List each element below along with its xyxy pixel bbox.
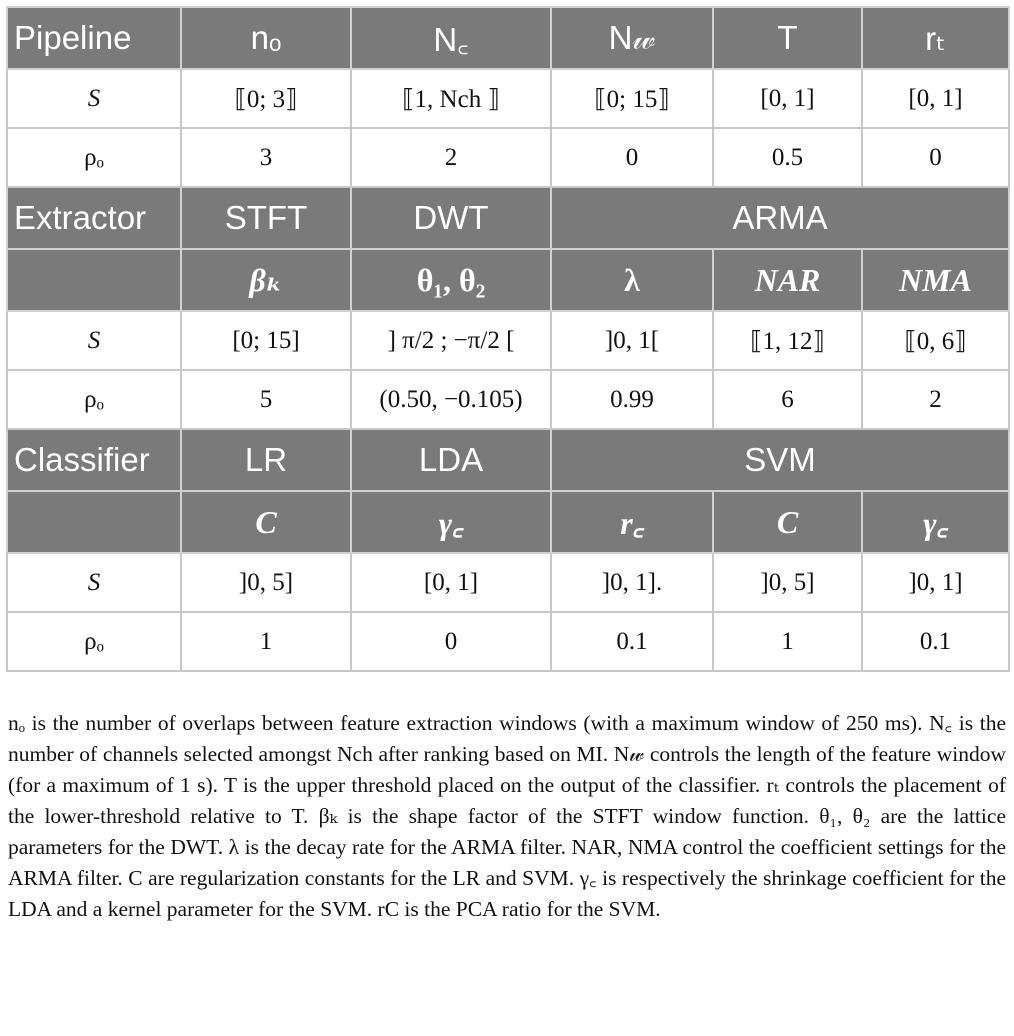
- table-cell: 5: [181, 370, 351, 429]
- table-row: [7, 69, 1009, 128]
- table-cell: 0.5: [713, 128, 862, 187]
- extractor-section-label: Extractor: [7, 187, 181, 249]
- table-cell: [0, 1]: [351, 553, 551, 612]
- table-cell: (0.50, −0.105): [351, 370, 551, 429]
- table-cell: ⟦1, Nch ⟧: [351, 69, 551, 128]
- row-label-rho: ρₒ: [7, 612, 181, 671]
- classifier-section-label: Classifier: [7, 429, 181, 491]
- table-cell: 1: [713, 612, 862, 671]
- row-label-s: S: [7, 69, 181, 128]
- table-cell: 0: [351, 612, 551, 671]
- table-cell: 3: [181, 128, 351, 187]
- row-label-rho: ρₒ: [7, 128, 181, 187]
- row-label-rho: ρₒ: [7, 370, 181, 429]
- table-cell: ⟦0, 6⟧: [862, 311, 1009, 370]
- param-rc: r꜀: [551, 491, 713, 553]
- param-theta: θ₁, θ₂: [351, 249, 551, 311]
- table-cell: ]0, 1]: [862, 553, 1009, 612]
- pipeline-section-label: Pipeline: [7, 7, 181, 69]
- table-cell: [0, 1]: [713, 69, 862, 128]
- header-stft: STFT: [181, 187, 351, 249]
- header-arma: ARMA: [551, 187, 1009, 249]
- header-svm: SVM: [551, 429, 1009, 491]
- classifier-param-row: [7, 491, 1009, 553]
- table-cell: ]0, 5]: [713, 553, 862, 612]
- table-cell: 2: [351, 128, 551, 187]
- empty-cell: [7, 491, 181, 553]
- table-cell: 0.99: [551, 370, 713, 429]
- header-lda: LDA: [351, 429, 551, 491]
- row-label-s: S: [7, 553, 181, 612]
- param-gamma-svm: γ꜀: [862, 491, 1009, 553]
- header-no: nₒ: [181, 7, 351, 69]
- extractor-param-row: [7, 249, 1009, 311]
- table-cell: ] π/2 ; −π/2 [: [351, 311, 551, 370]
- param-c-svm: C: [713, 491, 862, 553]
- extractor-header-row: [7, 187, 1009, 249]
- header-nc: N꜀: [351, 7, 551, 69]
- param-nar: NAR: [713, 249, 862, 311]
- header-lr: LR: [181, 429, 351, 491]
- table-cell: ⟦1, 12⟧: [713, 311, 862, 370]
- table-cell: 0.1: [551, 612, 713, 671]
- table-cell: 0.1: [862, 612, 1009, 671]
- pipeline-header-row: [7, 7, 1009, 69]
- header-rt: rₜ: [862, 7, 1009, 69]
- table-cell: 0: [551, 128, 713, 187]
- table-row: [7, 311, 1009, 370]
- classifier-header-row: [7, 429, 1009, 491]
- table-cell: 6: [713, 370, 862, 429]
- parameter-table: [6, 6, 1010, 672]
- table-cell: ]0, 1[: [551, 311, 713, 370]
- table-cell: ]0, 1].: [551, 553, 713, 612]
- header-t: T: [713, 7, 862, 69]
- param-lambda: λ: [551, 249, 713, 311]
- table-cell: ⟦0; 15⟧: [551, 69, 713, 128]
- table-row: [7, 128, 1009, 187]
- param-beta-k: βₖ: [181, 249, 351, 311]
- table-cell: 0: [862, 128, 1009, 187]
- param-nma: NMA: [862, 249, 1009, 311]
- header-dwt: DWT: [351, 187, 551, 249]
- table-cell: ⟦0; 3⟧: [181, 69, 351, 128]
- table-footnote: nₒ is the number of overlaps between feature extraction windows (with a maximum window of 250 ms). N꜀ is the number of channels selected amongst Nch after ranking based on MI. N𝓌 controls the length of the feature window (for a maximum of 1 s). T is the upper threshold placed on the output of the classifier. rₜ controls the placement of the lower-threshold relative to T. βₖ is the shape factor of the STFT window function. θ₁, θ₂ are the lattice parameters for the DWT. λ is the decay rate for the ARMA filter. NAR, NMA control the coefficient settings for the ARMA filter. C are regularization constants for the LR and SVM. γ꜀ is respectively the shrinkage coefficient for the LDA and a kernel parameter for the SVM. rC is the PCA ratio for the SVM.: [8, 711, 1006, 921]
- param-gamma-lda: γ꜀: [351, 491, 551, 553]
- param-c-lr: C: [181, 491, 351, 553]
- table-cell: 1: [181, 612, 351, 671]
- empty-cell: [7, 249, 181, 311]
- header-nw: N𝓌: [551, 7, 713, 69]
- table-cell: [0; 15]: [181, 311, 351, 370]
- table-cell: ]0, 5]: [181, 553, 351, 612]
- table-row: [7, 553, 1009, 612]
- table-row: [7, 612, 1009, 671]
- table-cell: 2: [862, 370, 1009, 429]
- table-row: [7, 370, 1009, 429]
- row-label-s: S: [7, 311, 181, 370]
- table-cell: [0, 1]: [862, 69, 1009, 128]
